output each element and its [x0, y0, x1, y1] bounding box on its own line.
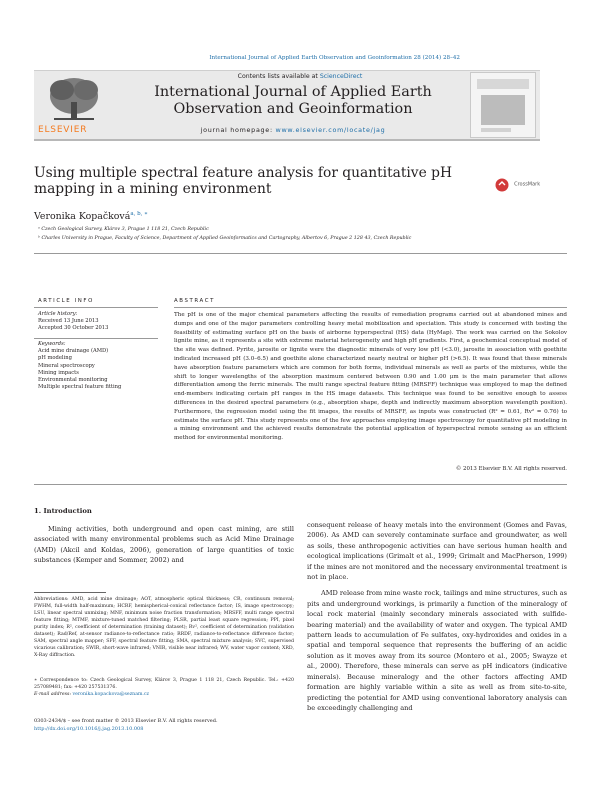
- email-link[interactable]: veronika.kopackova@seznam.cz: [72, 692, 150, 697]
- author-name: Veronika Kopačková: [34, 211, 131, 223]
- accepted-date: Accepted 30 October 2013: [38, 325, 109, 332]
- keyword-item: Mining impacts: [38, 369, 79, 376]
- contents-prefix: Contents lists available at: [237, 73, 320, 80]
- abbreviations-footnote: Abbreviations: AMD, acid mine drainage; AOT, atmospheric optical thickness; CR, continuum removal; FWHM, full-width half-maximum; HCRF, hemispherical-conical reflectance factor; IS, image spectroscopy; LSU, linear spectral unmixing; MNF, minimum noise fraction transformation; MRSFF, multi range spectral feature fitting; MTMF, mixture-tuned matched filtering; PLSR, partial least square regression; PPI, pixel purity index; R², coefficient of determination (training dataset); Rv², coefficient of determination (validation dataset); Rad/Ref, at-sensor radiance-to-reflectance ratio; RRDF, radiance-to-reflectance difference factor; SAM, spectral angle mapper; SFF, spectral feature fitting; SMA, spectral mixture analysis; SVC, supervised vicarious calibration; SWIR, short-wave infrared; VNIR, visible near infrared; WV, water vapor content; XRD, X-Ray diffraction.: [34, 597, 294, 658]
- crossmark-icon: [495, 178, 509, 192]
- keyword-item: Multiple spectral feature fitting: [38, 384, 122, 391]
- correspondence-footnote: ∗ Correspondence to: Czech Geological Survey, Klárov 3, Prague 1 118 21, Czech Republic. Tel.: +420 257089481; fax: +420 257531376.: [34, 678, 294, 690]
- keywords-block: [38, 341, 162, 391]
- journal-cover: [470, 72, 536, 138]
- intro-paragraph: AMD release from mine waste rock, tailings and mine structures, such as pits and underground workings, is primarily a function of the mineralogy of local rock material (mainly secondary minerals associated with sulfide-bearing material) and the availability of water and oxygen. The typical AMD pattern leads to accumulation of Fe sulfates, oxy-hydroxides and oxides in a spatial and temporal sequence that represents the buffering of an acidic solution as it moves away from its source (Montero et al., 2005; Swayze et al., 2000). Therefore, these minerals can serve as pH indicators (indicative minerals). Because mineralogy and the other factors affecting AMD formation are highly variable within a site as well as from site-to-site, predicting the potential for AMD using conventional laboratory analysis can be exceedingly challenging and: [307, 589, 567, 712]
- running-head: [0, 44, 600, 63]
- email-prefix: E-mail address:: [34, 692, 73, 697]
- keywords-rule: [34, 338, 158, 339]
- divider: [34, 253, 567, 254]
- intro-paragraph: consequent release of heavy metals into the environment (Gomes and Favas, 2006). As AMD can severely contaminate surface and groundwater, as well as soils, these anthropogenic activities can have serious human health and ecological implications (Grimalt et al., 1999; Grimalt and MacPherson, 1999) if the mines are not monitored and the necessary environmental treatment is not in place.: [307, 521, 567, 582]
- intro-paragraph: Mining activities, both underground and open cast mining, are still associated with many environmental problems such as Acid Mine Drainage (AMD) (Akcil and Koldas, 2006), generation of large quantities of toxic substances (Kemper and Sommer, 2002) and: [34, 525, 294, 565]
- author-marks[interactable]: a, b, ∗: [130, 211, 148, 217]
- crossmark-badge[interactable]: [495, 174, 555, 188]
- abstract-copyright: © 2013 Elsevier B.V. All rights reserved.: [455, 466, 567, 472]
- journal-title: International Journal of Applied Earth Observation and Geoinformation: [154, 84, 432, 117]
- affiliation-b: ᵇ Charles University in Prague, Faculty of Science, Department of Applied Geoinformatics and Cartography, Albertov 6, Prague 2 128 43, Czech Republic: [38, 236, 412, 241]
- sciencedirect-link[interactable]: ScienceDirect: [319, 73, 363, 80]
- abstract-heading: ABSTRACT: [174, 298, 215, 304]
- publisher-name: ELSEVIER: [38, 125, 88, 135]
- abstract-text: The pH is one of the major chemical parameters affecting the results of remediation programs carried out at abandoned mines and dumps and one of the major parameters controlling heavy metal mobilization and speciation. This study is concerned with testing the feasibility of estimating surface pH on the basis of airborne hyperspectral (HS) data (HyMap). The work was carried on the Sokolov lignite mine, as it represents a site with extreme material heterogeneity and high pH gradients. First, a geochemical conceptual model of the site was defined. Pyrite, jarosite or lignite were the diagnostic minerals of very low pH (<3.0), jarosite in association with goethite indicated increased pH (3.0–6.5) and goethite alone characterized nearly neutral or higher pH (>6.5). It was found that these minerals have absorption feature parameters which are common for both forms, individual minerals as well as parts of the mixtures, while the shift to longer wavelengths of the absorption maximum centered between 0.90 and 1.00 μm is the main parameter that allows differentiation among the ferric minerals. The multi range spectral feature fitting (MRSFF) technique was employed to map the defined end-members indicating certain pH ranges in the HS image datasets. This technique was found to be sensitive enough to assess differences in the desired spectral parameters (e.g., absorption shape, depth and indirectly maximum absorption wavelength position). Furthermore, the regression model using the fit images, the results of MRSFF, as inputs was constructed (R² = 0.61, Rv² = 0.76) to estimate the surface pH. This study represents one of the few approaches employing image spectroscopy for quantitative pH modeling in a mining environment and the achieved results demonstrate the potential application of hyperspectral remote sensing as an efficient method for environmental monitoring.: [174, 312, 567, 442]
- homepage-prefix: journal homepage:: [200, 126, 276, 134]
- homepage-link[interactable]: www.elsevier.com/locate/jag: [275, 126, 386, 134]
- author-line: [34, 211, 148, 222]
- article-title: Using multiple spectral feature analysis for quantitative pH mapping in a mining environment: [34, 165, 453, 197]
- article-info-heading: ARTICLE INFO: [38, 298, 94, 304]
- article-history: [38, 311, 162, 333]
- journal-homepage: [118, 126, 468, 134]
- email-footnote: [34, 691, 294, 698]
- issn-line: 0303-2434/$ – see front matter © 2013 Elsevier B.V. All rights reserved.: [34, 718, 218, 724]
- doi-link[interactable]: http://dx.doi.org/10.1016/j.jag.2013.10.008: [34, 726, 144, 732]
- running-head-text[interactable]: International Journal of Applied Earth Observation and Geoinformation 28 (2014) 28–42: [209, 55, 460, 61]
- abstract-rule: [174, 307, 567, 308]
- intro-right-column: [307, 520, 567, 713]
- section-heading-introduction: 1. Introduction: [34, 507, 92, 515]
- info-rule: [34, 307, 158, 308]
- footnote-rule: [34, 592, 106, 593]
- keyword-item: pH modeling: [38, 355, 72, 362]
- received-date: Received 13 June 2013: [38, 318, 99, 325]
- keyword-item: Mineral spectroscopy: [38, 362, 95, 369]
- history-label: Article history:: [38, 311, 78, 317]
- keyword-item: Acid mine drainage (AMD): [38, 348, 109, 355]
- keywords-label: Keywords:: [38, 341, 66, 347]
- crossmark-label: CrossMark: [514, 181, 541, 188]
- keyword-item: Environmental monitoring: [38, 377, 108, 384]
- divider: [34, 484, 567, 485]
- intro-left-column: [34, 524, 294, 566]
- affiliation-a: ᵃ Czech Geological Survey, Klárov 3, Prague 1 118 21, Czech Republic: [38, 227, 209, 232]
